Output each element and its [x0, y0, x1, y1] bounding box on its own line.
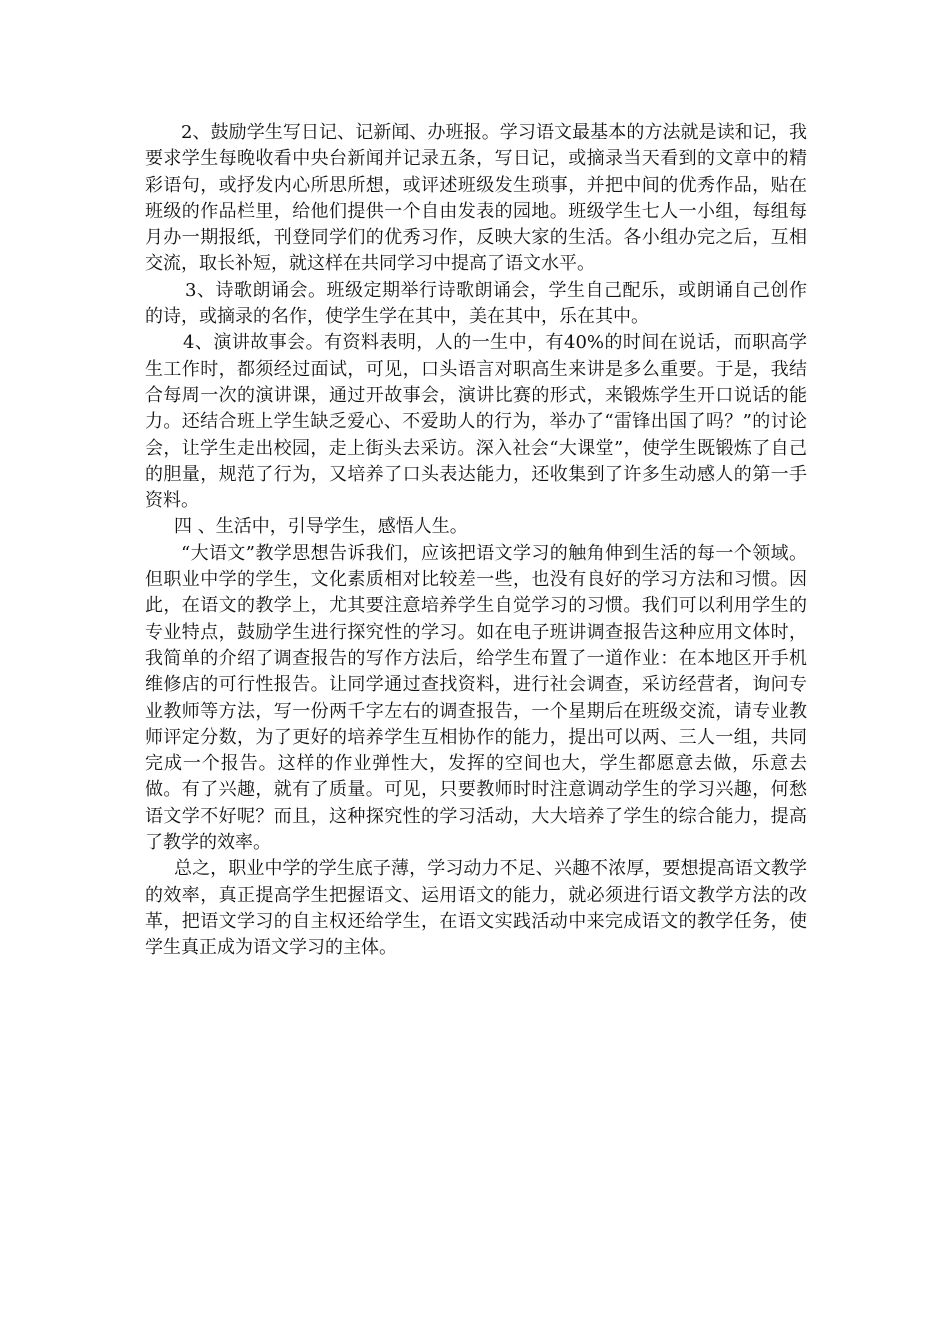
document-body [145, 120, 807, 962]
paragraph-poetry-recital: 3、诗歌朗诵会。班级定期举行诗歌朗诵会，学生自己配乐，或朗诵自己创作的诗，或摘录的名作，使学生学在其中，美在其中，乐在其中。 [145, 279, 807, 328]
paragraph-big-chinese-teaching: “大语文”教学思想告诉我们，应该把语文学习的触角伸到生活的每一个领域。但职业中学的学生，文化素质相对比较差一些，也没有良好的学习方法和习惯。因此，在语文的教学上，尤其要注意培养学生自觉学习的习惯。我们可以利用学生的专业特点，鼓励学生进行探究性的学习。如在电子班讲调查报告这种应用文体时，我简单的介绍了调查报告的写作方法后，给学生布置了一道作业：在本地区开手机维修店的可行性报告。让同学通过查找资料，进行社会调查，采访经营者，询问专业教师等方法，写一份两千字左右的调查报告，一个星期后在班级交流，请专业教师评定分数，为了更好的培养学生互相协作的能力，提出可以两、三人一组，共同完成一个报告。这样的作业弹性大，发挥的空间也大，学生都愿意去做，乐意去做。有了兴趣，就有了质量。可见，只要教师时时注意调动学生的学习兴趣，何愁语文学不好呢？而且，这种探究性的学习活动，大大培养了学生的综合能力，提高了教学的效率。 [145, 542, 807, 854]
paragraph-conclusion: 总之，职业中学的学生底子薄，学习动力不足、兴趣不浓厚，要想提高语文教学的效率，真正提高学生把握语文、运用语文的能力，就必须进行语文教学方法的改革，把语文学习的自主权还给学生，在语文实践活动中来完成语文的教学任务，使学生真正成为语文学习的主体。 [145, 858, 807, 959]
paragraph-speech-story-meeting: 4、演讲故事会。有资料表明，人的一生中，有40%的时间在说话，而职高学生工作时，都须经过面试，可见，口头语言对职高生来讲是多么重要。于是，我结合每周一次的演讲课，通过开故事会，演讲比赛的形式，来锻炼学生开口说话的能力。还结合班上学生缺乏爱心、不爱助人的行为，举办了“雷锋出国了吗？”的讨论会，让学生走出校园，走上街头去采访。深入社会“大课堂”，使学生既锻炼了自己的胆量，规范了行为，又培养了口头表达能力，还收集到了许多生动感人的第一手资料。 [145, 332, 807, 512]
paragraph-diary-news-class-paper: 2、鼓励学生写日记、记新闻、办班报。学习语文最基本的方法就是读和记，我要求学生每晚收看中央台新闻并记录五条，写日记，或摘录当天看到的文章中的精彩语句，或抒发内心所思所想，或评述班级发生琐事，并把中间的优秀作品，贴在班级的作品栏里，给他们提供一个自由发表的园地。班级学生七人一小组，每组每月办一期报纸，刊登同学们的优秀习作，反映大家的生活。各小组办完之后，互相交流，取长补短，就这样在共同学习中提高了语文水平。 [145, 122, 807, 275]
section-heading-life: 四 、生活中，引导学生，感悟人生。 [174, 516, 468, 538]
